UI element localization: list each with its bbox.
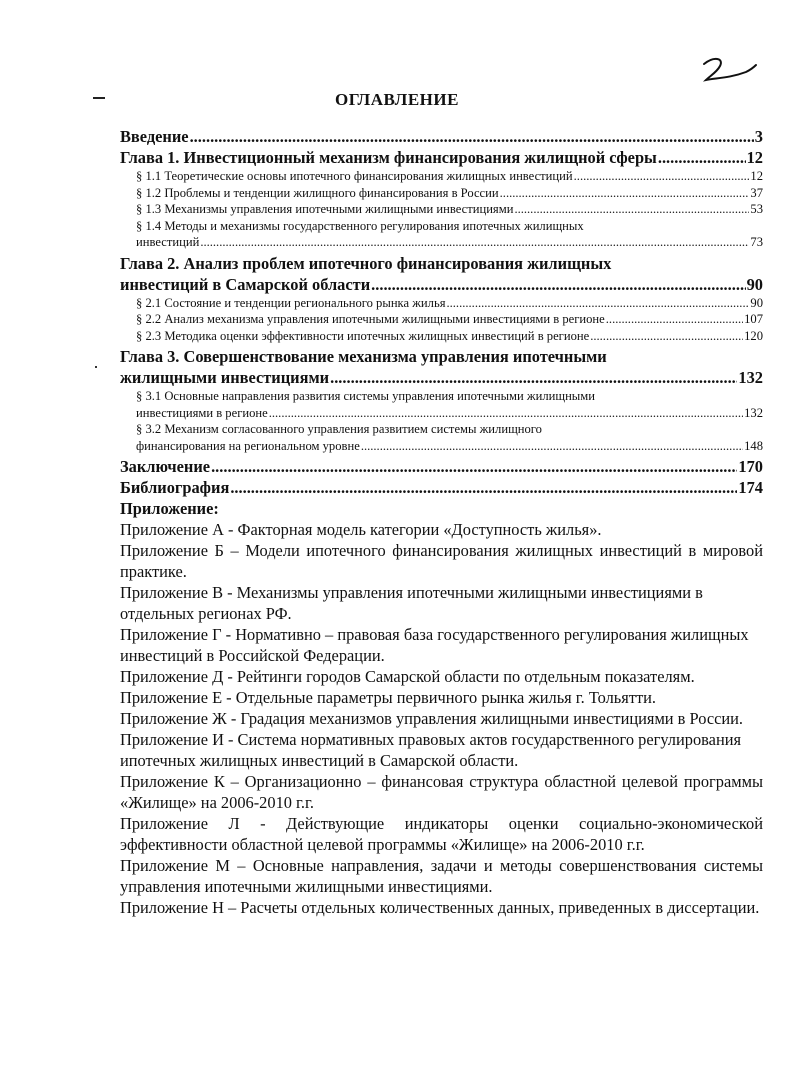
toc-entry-section-1-3[interactable]: § 1.3 Механизмы управления ипотечными жилищными инвестициями ..... 53 <box>120 201 763 218</box>
appendix-item-m[interactable]: Приложение М – Основные направления, задачи и методы совершенствования системы управления ипотечными жилищными инвестициями. <box>120 856 763 896</box>
page-number: 170 <box>738 457 763 476</box>
table-of-contents <box>120 126 763 918</box>
toc-entry-section-2-1[interactable]: § 2.1 Состояние и тенденции регионального рынка жилья ..... 90 <box>120 295 763 312</box>
toc-entry-section-3-2[interactable]: § 3.2 Механизм согласованного управления развитием системы жилищного финансирования на региональном уровне ..... 148 <box>120 421 763 454</box>
page-number: 12 <box>746 148 763 167</box>
appendix-item-a[interactable]: Приложение А - Факторная модель категории «Доступность жилья». <box>120 520 602 539</box>
page-number: 90 <box>750 295 763 310</box>
appendix-item-k[interactable]: Приложение К – Организационно – финансовая структура областной целевой программы «Жилище» на 2006-2010 г.г. <box>120 772 763 812</box>
toc-entry-intro[interactable]: Введение ..... 3 <box>120 126 763 147</box>
page-number: 53 <box>750 202 763 216</box>
toc-entry-chapter-1[interactable]: Глава 1. Инвестиционный механизм финансирования жилищной сферы ..... 12 <box>120 147 763 168</box>
appendix-item-n[interactable]: Приложение Н – Расчеты отдельных количественных данных, приведенных в диссертации. <box>120 898 760 917</box>
page-number: 37 <box>750 185 763 200</box>
page-number: 120 <box>744 328 763 343</box>
toc-entry-chapter-2[interactable]: Глава 2. Анализ проблем ипотечного финансирования жилищных инвестиций в Самарской области ..... 90 <box>120 253 763 295</box>
page-number: 107 <box>744 312 763 326</box>
toc-entry-section-1-4[interactable]: § 1.4 Методы и механизмы государственного регулирования ипотечных жилищных инвестиций ..... 73 <box>120 218 763 251</box>
toc-entry-section-1-2[interactable]: § 1.2 Проблемы и тенденции жилищного финансирования в России ..... 37 <box>120 185 763 202</box>
appendix-item-zh[interactable]: Приложение Ж - Градация механизмов управления жилищными инвестициями в России. <box>120 709 744 728</box>
page-number: 3 <box>754 127 763 146</box>
page-number: 73 <box>750 235 763 249</box>
appendix-heading: Приложение: <box>120 499 219 518</box>
toc-entry-conclusion[interactable]: Заключение ..... 170 <box>120 456 763 477</box>
appendix-item-v[interactable]: Приложение В - Механизмы управления ипотечными жилищными инвестициями в отдельных регионах РФ. <box>120 583 703 623</box>
appendix-item-g[interactable]: Приложение Г - Нормативно – правовая база государственного регулирования жилищных инвестиций в Российской Федерации. <box>120 625 749 665</box>
appendix-item-l[interactable]: Приложение Л - Действующие индикаторы оценки социально-экономической эффективности областной целевой программы «Жилище» на 2006-2010 г.г. <box>120 814 763 854</box>
toc-entry-bibliography[interactable]: Библиография ..... 174 <box>120 477 763 498</box>
page-number: 12 <box>750 169 763 183</box>
toc-entry-section-2-3[interactable]: § 2.3 Методика оценки эффективности ипотечных жилищных инвестиций в регионе ..... 120 <box>120 328 763 345</box>
toc-entry-section-3-1[interactable]: § 3.1 Основные направления развития системы управления ипотечными жилищными инвестициями в регионе ..... 132 <box>120 388 763 421</box>
page-number: 132 <box>744 405 763 420</box>
page-number: 174 <box>738 478 763 497</box>
toc-entry-chapter-3[interactable]: Глава 3. Совершенствование механизма управления ипотечными жилищными инвестициями ..... 132 <box>120 346 763 388</box>
appendix-item-d[interactable]: Приложение Д - Рейтинги городов Самарской области по отдельным показателям. <box>120 667 695 686</box>
page-title: ОГЛАВЛЕНИЕ <box>335 90 459 109</box>
toc-entry-section-2-2[interactable]: § 2.2 Анализ механизма управления ипотечными жилищными инвестициями в регионе ..... 107 <box>120 311 763 328</box>
page-number: 90 <box>746 274 763 294</box>
page-number: 148 <box>744 438 763 453</box>
scan-mark <box>95 366 97 368</box>
page-number: 132 <box>738 368 763 387</box>
appendix-item-b[interactable]: Приложение Б – Модели ипотечного финансирования жилищных инвестиций в мировой практике. <box>120 541 763 581</box>
toc-entry-section-1-1[interactable]: § 1.1 Теоретические основы ипотечного финансирования жилищных инвестиций ..... 12 <box>120 168 763 185</box>
appendix-item-i[interactable]: Приложение И - Система нормативных правовых актов государственного регулирования ипотечных жилищных инвестиций в Самарской области. <box>120 730 742 770</box>
appendix-item-e[interactable]: Приложение Е - Отдельные параметры первичного рынка жилья г. Тольятти. <box>120 688 657 707</box>
handwritten-page-number <box>700 50 760 90</box>
